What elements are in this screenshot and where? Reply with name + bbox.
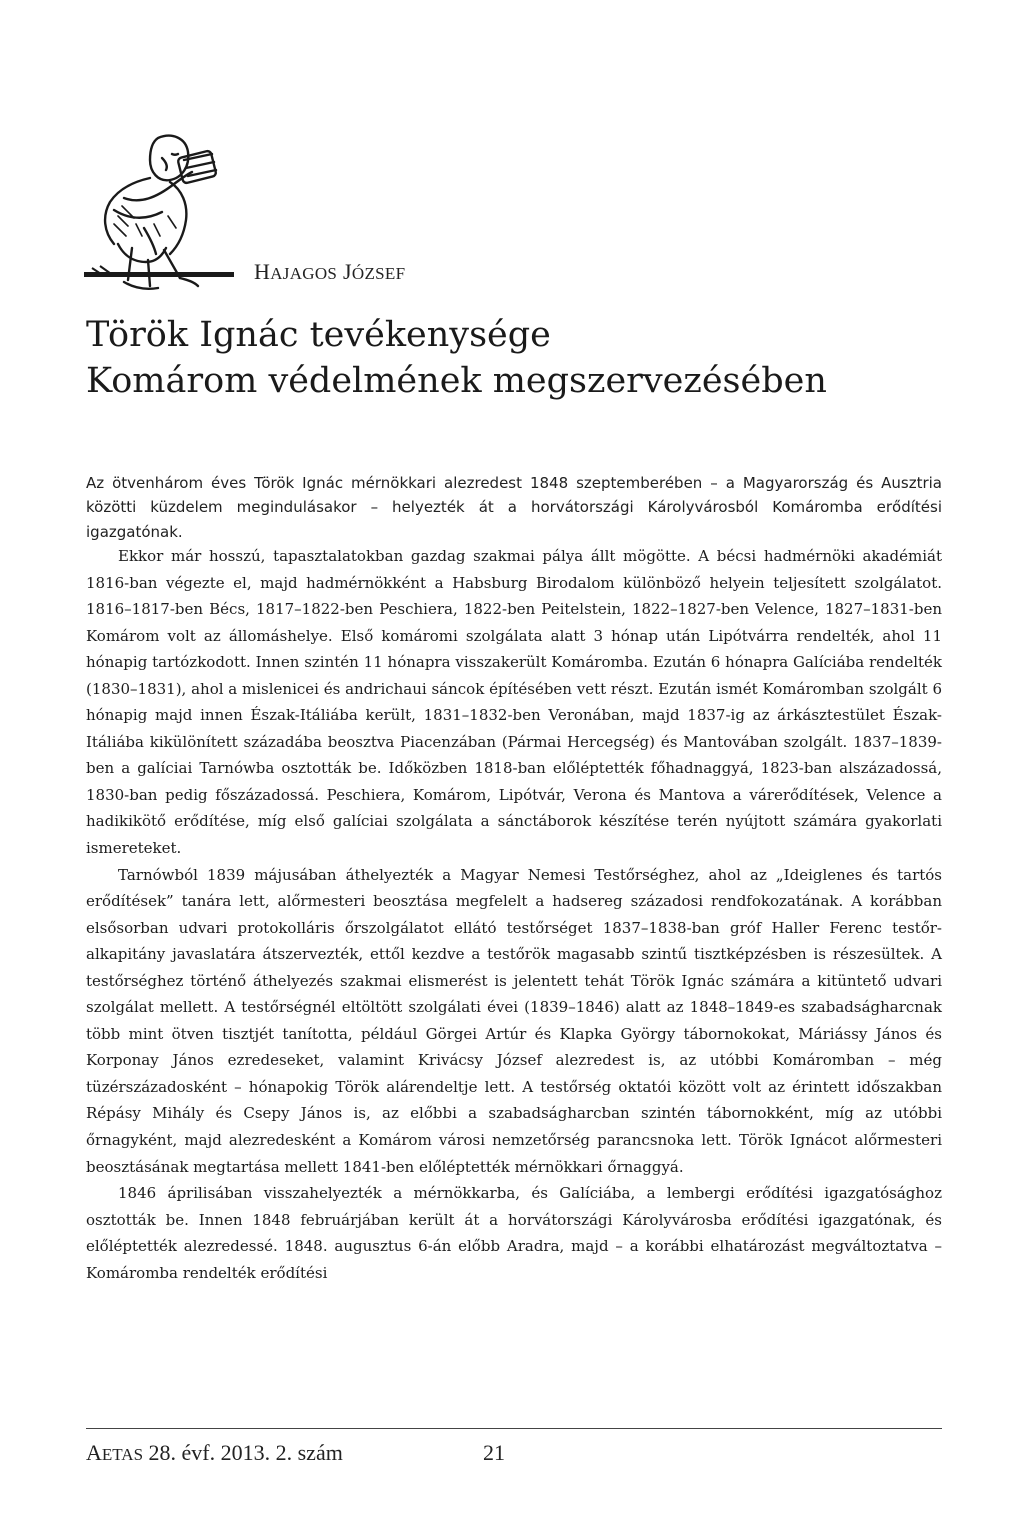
- page-number: 21: [483, 1440, 505, 1465]
- article-title: [86, 312, 946, 404]
- journal-name-rest: ETAS: [101, 1445, 144, 1464]
- journal-issue: 28. évf. 2013. 2. szám: [143, 1440, 343, 1465]
- author-initial: H: [254, 259, 271, 284]
- body-paragraph: Tarnówból 1839 májusában áthelyezték a Magyar Nemesi Testőrséghez, ahol az „Ideiglenes és tartós erődítések” tanára lett, alőrmesteri beosztása megfelelt a hadsereg századosi rendfokozatának. A korábban elsősorban udvari protokolláris őrszolgálatot ellátó testőrséget 1837–1838-ban gróf Haller Ferenc testőr-alkapitány javaslatára átszervezték, ettől kezdve a testőrök magasabb szintű tisztképzésben is részesültek. A testőrséghez történő áthelyezés szakmai elismerést is jelentett tehát Török Ignác számára a kitüntető udvari szolgálat mellett. A testőrségnél eltöltött szolgálati évei (1839–1846) alatt az 1848–1849-es szabadságharcnak több mint ötven tisztjét tanította, például Görgei Artúr és Klapka György tábornokokat, Máriássy János és Korponay János ezredeseket, valamint Krivácsy József alezredest is, az utóbbi Komáromban – még tüzérszázadosként – hónapokig Török alárendeltje lett. A testőrség oktatói között volt az érintett időszakban Répásy Mihály és Csepy János is, az előbbi a szabadságharcban szintén tábornokként, míg az utóbbi őrnagyként, majd alezredesként a Komárom városi nemzetőrség parancsnoka lett. Török Ignácot alőrmesteri beosztásának megtartása mellett 1841-ben előléptették mérnökkari őrnaggyá.: [86, 865, 942, 1176]
- author-surname-rest: AJAGOS: [270, 264, 338, 283]
- journal-initial: A: [86, 1440, 102, 1465]
- author-given-initial: J: [343, 259, 352, 284]
- author-name: [254, 259, 405, 285]
- journal-logo-illustration: [84, 128, 234, 300]
- article-body: [86, 543, 942, 1286]
- title-line-2: Komárom védelmének megszervezésében: [86, 361, 827, 401]
- body-paragraph: 1846 áprilisában visszahelyezték a mérnökkarba, és Galíciába, a lembergi erődítési igazgatósághoz osztották be. Innen 1848 februárjában került át a horvátországi Károlyvárosba erődítési igazgatónak, és előléptették alezredessé. 1848. augusztus 6-án előbb Aradra, majd – a korábbi elhatározást megváltoztatva – Komáromba rendelték erődítési: [86, 1184, 942, 1282]
- footer-rule: [86, 1428, 942, 1429]
- journal-citation: [86, 1440, 343, 1466]
- title-line-1: Török Ignác tevékenysége: [86, 315, 551, 355]
- article-lead: Az ötvenhárom éves Török Ignác mérnökkari alezredest 1848 szeptemberében – a Magyarország és Ausztria közötti küzdelem megindulásakor – helyezték át a horvátországi Károlyvárosból Komáromba erődítési igazgatónak.: [86, 474, 942, 541]
- author-given-rest: ÓZSEF: [351, 264, 406, 283]
- body-paragraph: Ekkor már hosszú, tapasztalatokban gazdag szakmai pálya állt mögötte. A bécsi hadmérnöki akadémiát 1816-ban végezte el, majd hadmérnökként a Habsburg Birodalom különböző helyein teljesített szolgálatot. 1816–1817-ben Bécs, 1817–1822-ben Peschiera, 1822-ben Peitelstein, 1822–1827-ben Velence, 1827–1831-ben Komárom volt az állomáshelye. Első komáromi szolgálata alatt 3 hónap után Lipótvárra rendelték, ahol 11 hónapig tartózkodott. Innen szintén 11 hónapra visszakerült Komáromba. Ezután 6 hónapra Galíciába rendelték (1830–1831), ahol a mislenicei és andrichaui sáncok építésében vett részt. Ezután ismét Komáromban szolgált 6 hónapig majd innen Észak-Itáliába került, 1831–1832-ben Veronában, majd 1837-ig az árkásztestület Észak-Itáliába kikülönített századába beosztva Piacenzában (Pármai Hercegség) és Mantovában szolgált. 1837–1839-ben a galíciai Tarnówba osztották be. Időközben 1818-ban előléptették főhadnaggyá, 1823-ban alszázadossá, 1830-ban pedig főszázadossá. Peschiera, Komárom, Lipótvár, Verona és Mantova a várerődítések, Velence a hadikikötő erődítése, míg első galíciai szolgálata a sánctáborok készítése terén nyújtott számára gyakorlati ismereteket.: [86, 547, 942, 858]
